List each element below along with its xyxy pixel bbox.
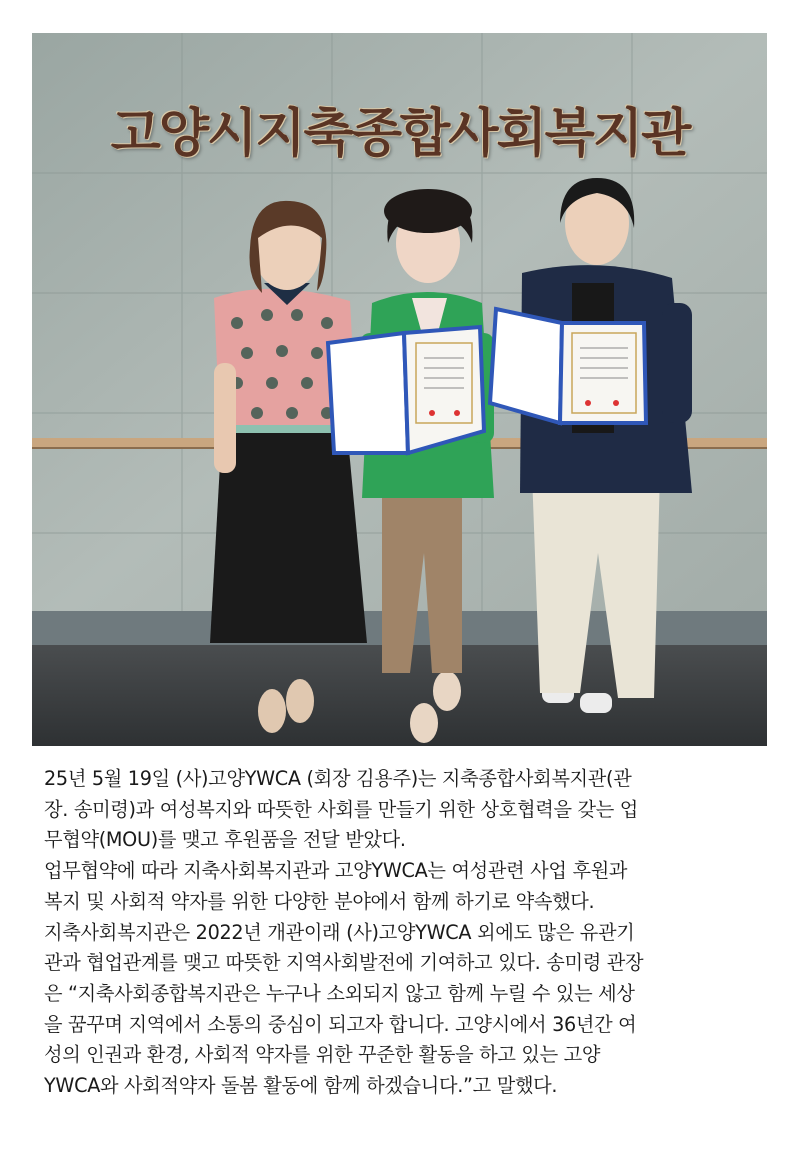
article-line: 성의 인권과 환경, 사회적 약자를 위한 꾸준한 활동을 하고 있는 고양 (44, 1043, 601, 1067)
article-line: 복지 및 사회적 약자를 위한 다양한 분야에서 함께 하기로 약속했다. (44, 889, 595, 913)
article-line: 장. 송미령)과 여성복지와 따뜻한 사회를 만들기 위한 상호협력을 갖는 업 (44, 797, 638, 821)
article-line: YWCA와 사회적약자 돌봄 활동에 함께 하겠습니다.”고 말했다. (44, 1074, 558, 1098)
article-line: 을 꿈꾸며 지역에서 소통의 중심이 되고자 합니다. 고양시에서 36년간 여 (44, 1012, 637, 1036)
article-line: 관과 협업관계를 맺고 따뜻한 지역사회발전에 기여하고 있다. 송미령 관장 (44, 951, 644, 975)
article-line: 지축사회복지관은 2022년 개관이래 (사)고양YWCA 외에도 많은 유관기 (44, 920, 635, 944)
article-line: 25년 5월 19일 (사)고양YWCA (회장 김용주)는 지축종합사회복지관(관 (44, 767, 632, 790)
certificate-center (328, 327, 484, 453)
article-line: 무협약(MOU)를 맺고 후원품을 전달 받았다. (44, 828, 406, 852)
certificate-right (490, 309, 646, 423)
article-line: 은 “지축사회종합복지관은 누구나 소외되지 않고 함께 누릴 수 있는 세상 (44, 981, 635, 1005)
mou-photo (32, 33, 767, 746)
article-line: 업무협약에 따라 지축사회복지관과 고양YWCA는 여성관련 사업 후원과 (44, 859, 628, 883)
article-body (44, 764, 764, 1102)
wall-sign: 고양시지축종합사회복지관 (110, 104, 690, 164)
